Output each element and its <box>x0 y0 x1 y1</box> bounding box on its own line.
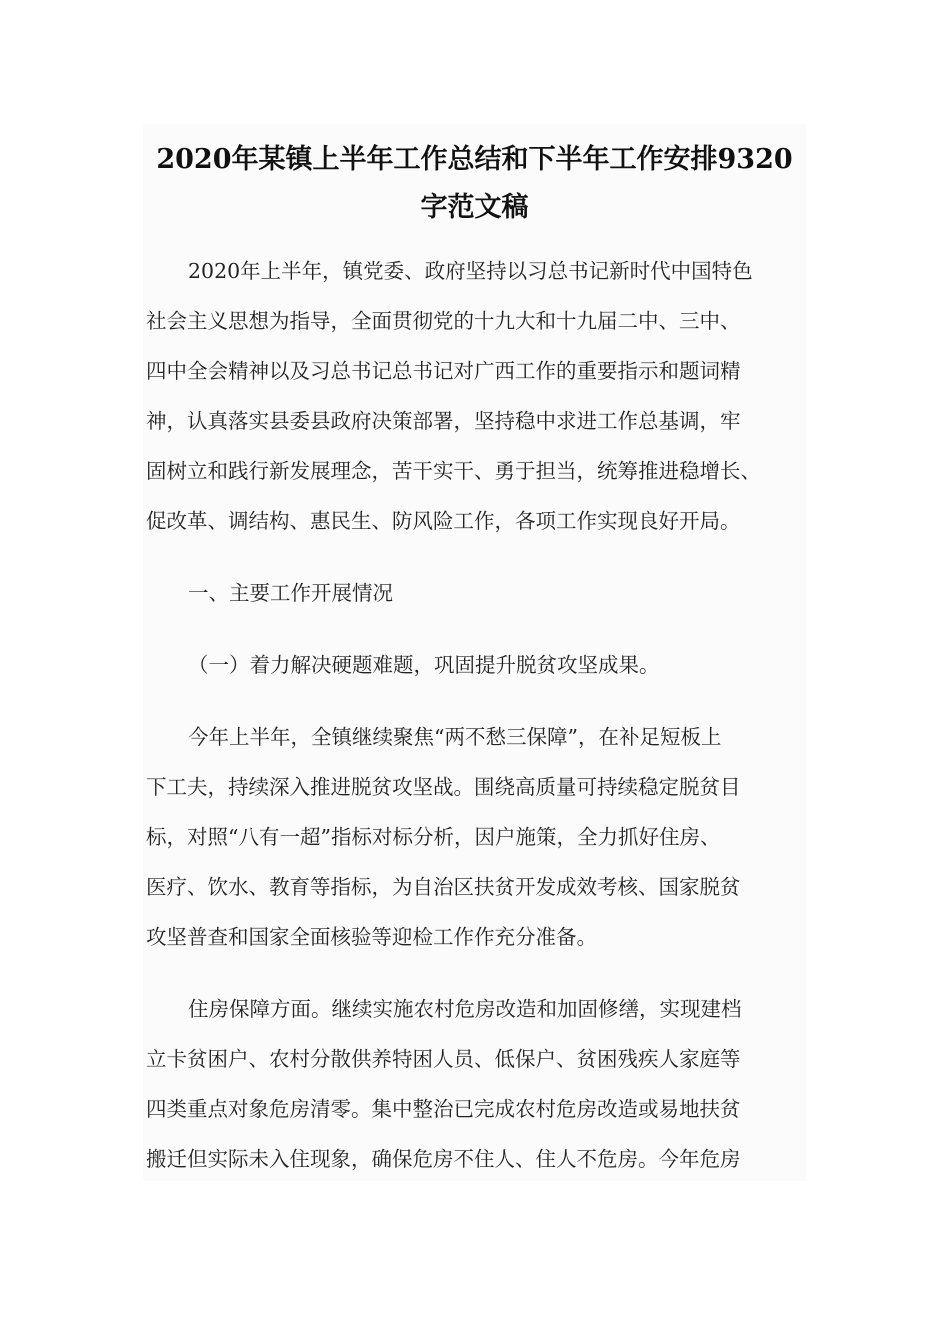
text-line: 一、主要工作开展情况 <box>188 581 393 605</box>
title-line: 2020年某镇上半年工作总结和下半年工作安排9320 <box>156 144 793 175</box>
paragraph-poverty <box>146 712 806 962</box>
document-body <box>146 246 806 1181</box>
text-line: 神，认真落实县委县政府决策部署，坚持稳中求进工作总基调，牢 <box>146 409 741 433</box>
text-line: 攻坚普查和国家全面核验等迎检工作作充分准备。 <box>146 925 597 949</box>
title-line: 字范文稿 <box>420 192 529 223</box>
subsection-heading <box>146 640 806 690</box>
text-line: 立卡贫困户、农村分散供养特困人员、低保户、贫困残疾人家庭等 <box>146 1047 741 1071</box>
text-line: 医疗、饮水、教育等指标，为自治区扶贫开发成效考核、国家脱贫 <box>146 875 741 899</box>
text-line: 住房保障方面。继续实施农村危房改造和加固修缮，实现建档 <box>188 997 742 1021</box>
text-line: 固树立和践行新发展理念，苦干实干、勇于担当，统筹推进稳增长、 <box>146 459 761 483</box>
text-line: 社会主义思想为指导，全面贯彻党的十九大和十九届二中、三中、 <box>146 309 741 333</box>
document-page <box>143 124 806 1181</box>
document-title <box>143 124 806 232</box>
text-line: 2020年上半年，镇党委、政府坚持以习总书记新时代中国特色 <box>188 259 753 283</box>
text-line: 下工夫，持续深入推进脱贫攻坚战。围绕高质量可持续稳定脱贫目 <box>146 775 741 799</box>
text-line: （一）着力解决硬题难题，巩固提升脱贫攻坚成果。 <box>188 653 660 677</box>
section-heading <box>146 568 806 618</box>
text-line: 促改革、调结构、惠民生、防风险工作，各项工作实现良好开局。 <box>146 509 741 533</box>
text-line: 四类重点对象危房清零。集中整治已完成农村危房改造或易地扶贫 <box>146 1097 741 1121</box>
text-line: 搬迁但实际未入住现象，确保危房不住人、住人不危房。今年危房 <box>146 1147 741 1171</box>
paragraph-housing <box>146 984 806 1181</box>
text-line: 四中全会精神以及习总书记总书记对广西工作的重要指示和题词精 <box>146 359 741 383</box>
text-line: 今年上半年，全镇继续聚焦“两不愁三保障”，在补足短板上 <box>188 725 722 749</box>
paragraph-intro <box>146 246 806 546</box>
text-line: 标，对照“八有一超”指标对标分析，因户施策，全力抓好住房、 <box>146 825 721 849</box>
